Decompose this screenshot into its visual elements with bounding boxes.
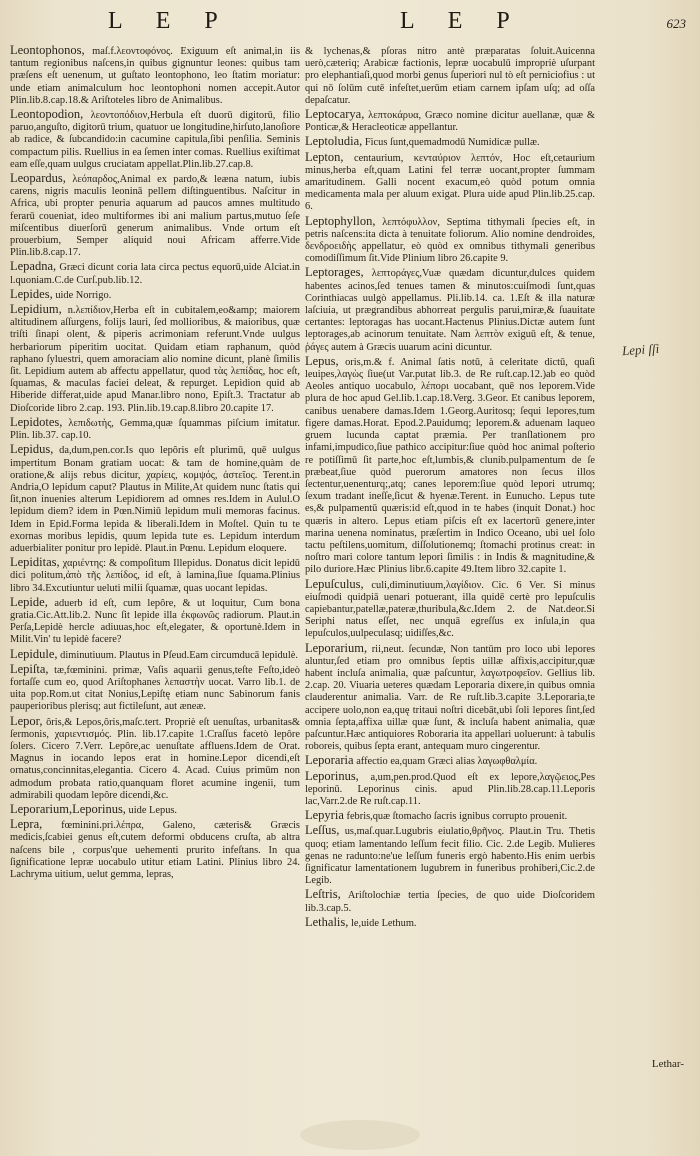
entry-headword: Leptocarya,: [305, 107, 365, 122]
handwritten-marginal-note: Lepi ſſi: [621, 340, 660, 359]
entry-text: Ficus ſunt,quemadmodū Numidicæ pullæ.: [364, 137, 540, 149]
dictionary-entry: [10, 818, 300, 881]
paper-stain: [300, 1120, 420, 1150]
page-number: 623: [666, 16, 686, 31]
dictionary-entry: [305, 888, 595, 914]
entry-text: oris,m.& f. Animal ſatis notū, à celeritate dictū, quaſi leuipes,λαγὼς ſiue(ut Var.putat lib.3. de Re ruſt.cap.12.)ab eo quòd Aeoles antiquo uocabulo, λέπορι uocabant, quē nos leporem.Vide plura de hoc apud Gel.lib.1.cap.18.Verg. 3.Geor. Et canibus leporem, canibus uenabere damas.Idem 1.Georg.Auritosq; ſequi lepores,tum figere damas.Horat. Epod.2.Pauidumq; leporem.& aduenam laqueo gruem lucunda captat præmia. Per tranſlationem pro infami,impudico,ſiue pathico accipitur:ſiue quòd hoc animal poſterio re potiſſimū ſit parte,hoc eſt,lumbis,& clunib.pulpamentum de ſe præbeat,ſiue quòd puerorum amatores non ſecus illos ſectentur,uenenturq;,atq; canes leporem:ſiue quòd lepori utrumq; ſexum tradant ineſſe,ſicut & hyenæ.Terent. in Eunucho. Lepus tute es,& pulpamentū quæris:id eſt,quod in te habes (inquit Donat.) hoc quæris in altero. Lepus etiam piſcis eſt ex lacertorū genere,inter marina uenena nominatus, præſertim in Indico Oceano, ubi uel ſolo tactu peſtilens,uomitum, diſſolutionemq; ſtomachi protinus creat: in noſtro mari colore tantum lepori ſimilis : in Indis & magnitudine,& pilo duriore.Hæc Plinius libr.6.capite 49.Item libro 32.capite 1.: [305, 356, 595, 576]
entry-headword: Lepus,: [305, 353, 339, 368]
entry-headword: Leſſus,: [305, 823, 340, 838]
dictionary-entry: [10, 803, 300, 817]
dictionary-entry: [10, 44, 300, 107]
entry-text: & lychenas,& pſoras nitro antè præparatas ſoluit.Auicenna uerò,cæteriq; Arabicæ factionis, lepræ uocabulū impropriè uſurpant pro elephantiaſi,quod morbi genus ſuperiori nul tò eſt perniciofius : ut qui nō ſolūm cutē infeſtet,uerūm etiam carnem ipſam uſq; ad oſſa depaſcatur.: [305, 46, 595, 106]
entry-text: Ariſtolochiæ tertia ſpecies, de quo uide Dioſcoridem lib.3.cap.5.: [305, 890, 596, 914]
entry-text: n.λεπίδιον,Herba eſt in cubitalem,eo&amp; maiorem altitudinem aſſurgens, folijs lauri, ſed mollioribus, & maioribus, quæ triſti ſinapi olent, & piperis acrimoniam referunt.Vnde uulgus herbariorum piperitim uocitat. Quidam etiam raphanum, quòd raphano ſyluestri, quem amoraciam alio nomine dicunt, planè ſimilis ſit. Lepidium autem ab affectu appellatur, quod τὰς λεπίδας, hoc eſt, ſquamas, & maculas faciei deleat, & repurget. Lepidion quid ab Hiberide differat,uide apud Manar.libro nono, Epiſt.3. Tractatur ab Dioſcoride libro 2.cap. 193. Plin.lib.19.cap.8.libro 20.capite 17.: [10, 305, 300, 414]
entry-text: fœminini.pri.λέπρα, Galeno, cæteris& Græcis medicis,ſcabiei genus eſt,cutem deformi obducens cruſta, ab altra naſcens bile , corpus'que uehementi prurito infeſtans. In qua ſignificatione lepræ uocabulo utitur etiam Latini. Plinius libro 24. Lachryma uitium, uelut gemma, lepras,: [10, 820, 300, 880]
entry-headword: Leptorages,: [305, 265, 364, 280]
dictionary-entry: [10, 260, 300, 286]
entry-headword: Lepra,: [10, 817, 43, 832]
entry-headword: Lepidus,: [10, 442, 54, 457]
entry-text: centaurium, κενταύριον λεπτόν, Hoc eſt,cetaurium minus,herba eſt,quam Latini fel terræ uocant,propter ſummam amaritudinem. Galli nocent exacum,eò quòd potum omnia medicamenta mala per aluum exigat. Plura uide apud Plin.lib.25.cap. 6.: [305, 152, 595, 213]
entry-headword: Lepton,: [305, 149, 344, 164]
entry-text: λεπτοκάρυα, Græco nomine dicitur auellanæ, quæ & Ponticæ,& Heracleoticæ appellantur.: [305, 110, 595, 134]
entry-text: ôris,& Lepos,ôris,maſc.tert. Propriè eſt uenuſtas, urbanitas& ſermonis, χαριεντισμός. Plin. lib.17.capite 1.Craſſus facetò lepôre ſolers. Cicero 7.Verr. Lepôre,ac uenuſtate affluens.Idem de Orat. Magnus in iocando lepos erat in homine.Lepor dicendi,eſt ornatus,concinnitas,elegantia. Cicero 4. Acad. Cuius primūm non admodum probata ratio,quanquam floret acumine ingenii, tum admirabili quodam lepôre dicendi,&c.: [10, 716, 300, 801]
dictionary-entry: [305, 108, 595, 134]
entry-text: aduerb id eſt, cum lepôre, & ut loquitur, Cum bona gratia.Cic.Att.lib.2. Nunc ſit lepide illa ἐκφωνῶς radiorum. Plaut.in Perſa,Lepidè hercle adiuuas,hoc eſt,elegater, & oportunè.Idem in Milit.Vin' tu lepidè facere?: [10, 597, 300, 646]
header-left-guide-word: L E P: [108, 8, 232, 34]
entry-text: le,uide Lethum.: [351, 917, 417, 929]
entry-text: diminutiuum. Plautus in Pſeud.Eam circumducā lepidulè.: [60, 649, 298, 661]
entry-headword: Leontopodion,: [10, 107, 84, 122]
right-column: [305, 44, 595, 931]
entry-headword: Leporinus,: [305, 768, 359, 783]
running-header: [0, 6, 700, 42]
dictionary-entry: [305, 809, 595, 823]
dictionary-entry: [10, 108, 300, 171]
dictionary-entry: [10, 443, 300, 555]
entry-headword: Leopardus,: [10, 171, 66, 186]
dictionary-entry: [305, 266, 595, 353]
entry-headword: Lepyria: [305, 808, 344, 823]
entry-headword: Leporaria: [305, 753, 354, 768]
dictionary-entry: [10, 663, 300, 714]
catchword: Lethar-: [651, 1058, 684, 1070]
dictionary-entry: [305, 215, 595, 266]
dictionary-entry: [305, 44, 595, 107]
dictionary-entry: [10, 648, 300, 662]
entry-headword: Lepiſta,: [10, 661, 49, 676]
entry-text: us,maſ.quar.Lugubris eiulatio,θρῆνος. Plaut.in Tru. Thetis quoq; etiam lamentando leſſum fecit filio. Cic. 2.de Legib. Mulieres genas ne radunto:ne'ue leſſum funeris ergò habento.His enim uerbis ſignificatur lamentationem lugubrem in funeribus prohiberi,Cic.2.de Legib.: [305, 826, 595, 887]
entry-headword: Leſtris,: [305, 887, 341, 902]
entry-text: a,um,pen.prod.Quod eſt ex lepore,λαγῷειος,Pes leporinū. Leporinus cinis. apud Plin.lib.28.cap.11.Leporis lac,Varr.2.de Re ruſt.cap.11.: [305, 771, 595, 807]
dictionary-entry: [305, 824, 595, 887]
entry-text: da,dum,pen.cor.Is quo lepôris eſt plurimū, quē uulgus impertitum Bonam gratiam uocat: & tam de homine,quàm de oratione,& alijs rebus dicitur, χαρίεις, κομψός, ἀστεῖος. Terent.in Andria,O lepidum caput? Plautus in Milite,At quidem nunc ſtatis qui ſit,non inuenies alterum Lepidiorem ad omnes res.Idem in Aulul.O lepidum diem? idem in Pœn.Nimiū lepidum muli memoras facinus. Idem in Epid.Forma lepida & liberali.Idem in Moſtel. Quin tu te exornas moribus lepidis, quum lepida tute es. Lepidum interdum aduerbialiter ponitur pro lepidè. Plaut.in Pœnu. Lepidum eloquere.: [10, 445, 300, 554]
entry-text: λεπτοράγες,Vuæ quædam dicuntur,dulces quidem habentes acinos,ſed tenues tamen & minutos:cuiſmodi ſunt,quas Corinthiacas uulgò appellamus. Pli.lib.14. ca. 1.Eſt & illa naturæ laſciuia, ut prægrandibus abhorreat pergulis parui,miræ,& ſuauitate certantes: leptoragas has uocant.Hactenus Plinius.Dictæ autem ſunt leptorages,ab acinorum tenuitate. Nam λεπτὸν exiguū eſt, & tenue, ῥάγες autem à Græcis uuarum acini dicuntur.: [305, 268, 595, 353]
entry-headword: Lepide,: [10, 594, 48, 609]
entry-text: uide Lepus.: [128, 804, 178, 816]
entry-text: Græci dicunt coria lata circa pectus equorū,uide Alciat.in l.quoniam.C.de Curſ.pub.lib.12.: [10, 262, 301, 286]
entry-text: affectio ea,quam Græci alias λαγωφθαλμία.: [356, 756, 538, 768]
entry-text: χαριέντης: & compoſitum Illepidus. Donatus dicit lepidū dici politum,ἀπὸ τῆς λεπίδος, id eſt, à lamina,ſiue ſquama.Plinius libro 34.Excutiuntur ueluti milii ſquamæ, quas uocant lepidas.: [10, 558, 300, 594]
entry-text: λεόπαρδος,Animal ex pardo,& leæna natum, iubis carens, nigris maculis leoninā pellem diſtinguentibus. Naſcitur in Africa, ubi propter penuria aquarum ad paucos amnes multitudo ferarū coueniat, ideo multiformes ibi ani malium partus,mutuo ſeſe miſcentibus diuerſorū generum animalibus. Vnde ortum eſt prouerbium, Semper aliquid noui Africam afferre.Vide Plin.lib.8.cap.17.: [10, 174, 300, 259]
entry-headword: Lepidotes,: [10, 414, 63, 429]
dictionary-entry: [305, 578, 595, 641]
entry-headword: Leptophyllon,: [305, 213, 376, 228]
entry-headword: Lepiditas,: [10, 555, 60, 570]
dictionary-entry: [305, 355, 595, 577]
dictionary-entry: [305, 135, 595, 149]
dictionary-entry: [10, 303, 300, 415]
header-right-guide-word: L E P: [400, 8, 524, 34]
entry-headword: Lepadna,: [10, 259, 57, 274]
dictionary-entry: [305, 151, 595, 214]
entry-headword: Leporarium,: [305, 640, 368, 655]
dictionary-entry: [305, 642, 595, 754]
entry-headword: Lepidium,: [10, 302, 62, 317]
dictionary-entry: [10, 596, 300, 647]
dictionary-entry: [10, 172, 300, 259]
dictionary-entry: [305, 916, 595, 930]
entry-headword: Lepuſculus,: [305, 576, 364, 591]
dictionary-entry: [10, 416, 300, 442]
dictionary-entry: [305, 770, 595, 809]
entry-headword: Leptoludia,: [305, 134, 363, 149]
entry-headword: Lepor,: [10, 713, 43, 728]
dictionary-entry: [10, 556, 300, 595]
entry-text: maſ.f.λεοντοφόνος. Exiguum eſt animal,in iis tantum regionibus naſcens,in quibus gignuntur leones: quibus tam præſens eſt uenenum, ut guſtato leontophono, leo ſtatim moriatur: unde etiam animalculum hoc leontophoni nomen accepit.Autor Plin.lib.8.cap.18.& Ariſtoteles libro de Animalibus.: [10, 46, 300, 106]
entry-text: λεοντοπόδιον,Herbula eſt duorū digitorū, filio paruo,anguſto, digitorū trium, quatuor ue longitudine,hirſuto,lanoſiore ab radice, & ſubcandido:in cacumine capitula,ſibi penſilia. Seminis compactum pilis. Ruellius in ea ſemen inter comas. Ruellius exiſtimat eam eſſe,quam uulgus cruciatam appellat.Plin.lib.27.cap.8.: [10, 110, 300, 170]
entry-text: culi,diminutiuum,λαγίδιον. Cic. 6 Ver. Si minus eiuſmodi quidpiā uenari potuerant, illa quidē certè pro lepuſculis capiebantur,patellæ,pateræ,thuribula,&c.Idem 2. de Nat.deor.Si Seriphi natus eſſet, nec unquā egreſſus ex inſula,in qua lepuſculos,uulpeculasq; uidiſſes,&c.: [305, 579, 595, 640]
dictionary-entry: [10, 715, 300, 802]
entry-text: febris,quæ ſtomacho ſacris ignibus corrupto prouenit.: [346, 811, 568, 823]
left-column: [10, 44, 300, 882]
entry-headword: Leontophonos,: [10, 43, 85, 57]
entry-text: rii,neut. ſecundæ, Non tantūm pro loco ubi lepores aluntur,ſed etiam pro omnibus ſeptis uillæ aſfixis,accipitur,quæ habent incluſa animalia, quæ paſcuntur, λαγωτροφεῖον. Gellius lib. 2.cap. 20. Viuaria ueteres quædam Leporaria dixere,in quibus omnia clauderentur animalia. Varr. de Re ruſt.lib.3.capite 3.Leporaria,te accipere uolo,non ea,quę tritaui noſtri dicebāt,ubi ſoli lepores ſint,ſed omnia ſepta,affixa uillæ quæ ſunt, & incluſa habent animalia, quæ paſcuntur.Hæc antiquiores Roboraria ita appellari uoluerunt: à tabulis roboreis, quibus ſepta erant, antequam muro cingerentur.: [305, 643, 595, 753]
entry-text: tæ,fœminini. primæ, Vaſis aquarii genus,teſte Feſto,ideò fortaſſe cum eo, quod Ariſtophanes λεπαστὴν uocat. Varro lib.1. de uita pop.Rom.ut citat Nonius,Lepiſtę etiam nunc Sabinorum fanis pauperioribus plerisq; aut fictileſunt, aut æneæ.: [10, 664, 300, 713]
entry-text: uide Norrigo.: [55, 289, 112, 301]
entry-text: λεπιδωτὴς, Gemma,quæ ſquammas piſcium imitatur. Plin. lib.37. cap.10.: [10, 417, 300, 442]
entry-headword: Lepides,: [10, 286, 53, 301]
entry-text: λεπτόφυλλον, Septima tithymali ſpecies eſt, in petris naſcens:ita dicta à tenuitate foliorum. Alio nomine dendroides, δενδροειδὴς appellatur, eò quòd ex omnibus tithymali generibus comodiſſimum ſit.Vide Plinium libro 26.capite 9.: [305, 216, 595, 265]
dictionary-entry: [10, 288, 300, 302]
entry-headword: Lepidule,: [10, 646, 58, 661]
entry-headword: Lethalis,: [305, 914, 349, 929]
dictionary-entry: [305, 754, 595, 768]
entry-headword: Leporarium,Leporinus,: [10, 801, 126, 816]
